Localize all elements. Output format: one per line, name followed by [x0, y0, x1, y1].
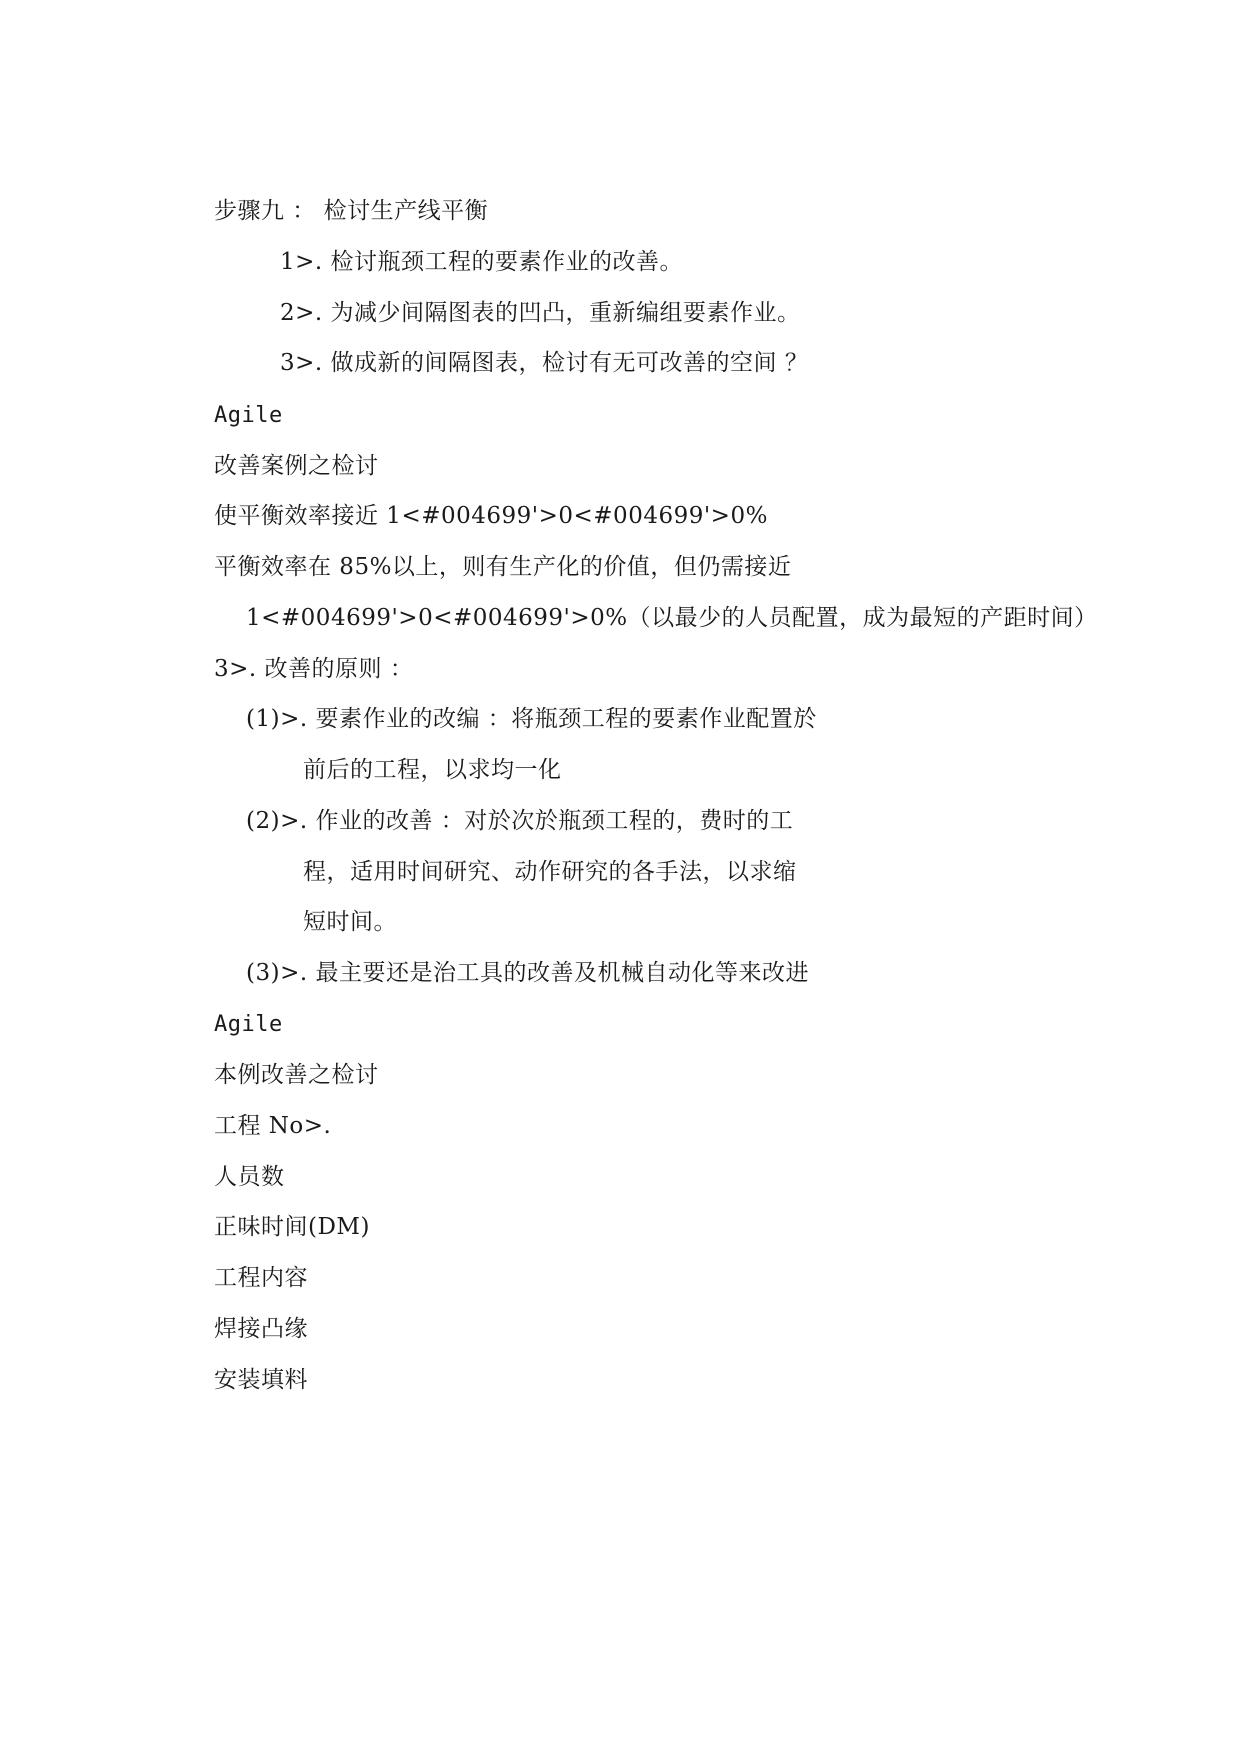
net-time-label: 正味时间(DM) [214, 1214, 370, 1240]
step9-item1: 1>. 检讨瓶颈工程的要素作业的改善。 [280, 249, 684, 275]
agile-label-2: Agile [214, 1012, 283, 1037]
example-review-title: 本例改善之检讨 [214, 1062, 379, 1088]
step9-item2: 2>. 为减少间隔图表的凹凸，重新编组要素作业。 [280, 300, 801, 326]
balance-target: 使平衡效率接近 1<#004699'>0<#004699'>0% [214, 503, 768, 529]
step9-heading: 步骤九 ： 检讨生产线平衡 [214, 198, 489, 224]
weld-flange-label: 焊接凸缘 [214, 1316, 308, 1342]
agile-label-1: Agile [214, 403, 283, 428]
balance-note: 平衡效率在 85%以上，则有生产化的价值，但仍需接近 [214, 554, 792, 580]
balance-note-cont: 1<#004699'>0<#004699'>0%（以最少的人员配置，成为最短的产距时间） [246, 605, 1098, 631]
process-content-label: 工程内容 [214, 1265, 308, 1291]
install-filler-label: 安装填料 [214, 1367, 308, 1393]
principle-2-continuation-1: 程，适用时间研究、动作研究的各手法，以求缩 [303, 859, 797, 885]
principle-3: (3)>. 最主要还是治工具的改善及机械自动化等来改进 [246, 960, 809, 986]
step9-item3: 3>. 做成新的间隔图表，检讨有无可改善的空间 ？ [280, 350, 809, 376]
principle-1-continuation: 前后的工程，以求均一化 [303, 757, 562, 783]
headcount-label: 人员数 [214, 1164, 285, 1190]
principle-1: (1)>. 要素作业的改编 ：将瓶颈工程的要素作业配置於 [246, 706, 817, 732]
principles-heading: 3>. 改善的原则 ： [214, 656, 414, 682]
process-no-label: 工程 No>. [214, 1113, 332, 1139]
principle-2: (2)>. 作业的改善 ：对於次於瓶颈工程的，费时的工 [246, 808, 794, 834]
principle-2-continuation-2: 短时间。 [303, 909, 397, 935]
case-review-title: 改善案例之检讨 [214, 453, 379, 479]
